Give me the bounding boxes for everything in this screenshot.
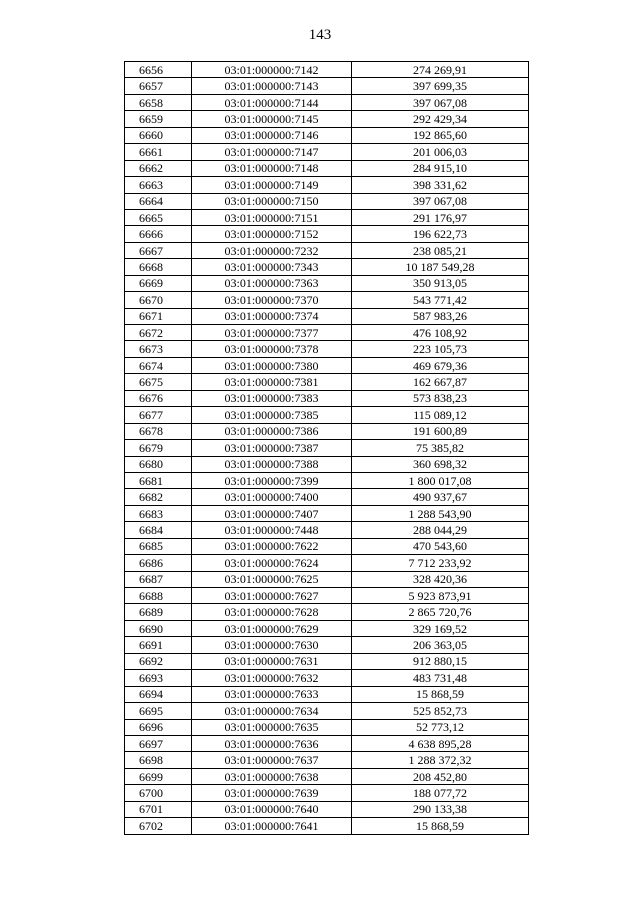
cadastral-number-cell: 03:01:000000:7448 [192, 522, 352, 538]
cadastral-value-cell: 188 077,72 [352, 785, 529, 801]
cadastral-value-cell: 52 773,12 [352, 719, 529, 735]
cadastral-value-cell: 470 543,60 [352, 538, 529, 554]
cadastral-number-cell: 03:01:000000:7380 [192, 357, 352, 373]
cadastral-value-cell: 191 600,89 [352, 423, 529, 439]
row-number-cell: 6665 [125, 209, 192, 225]
table-row [125, 735, 529, 751]
row-number-cell: 6686 [125, 555, 192, 571]
cadastral-number-cell: 03:01:000000:7386 [192, 423, 352, 439]
table-row [125, 308, 529, 324]
row-number-cell: 6679 [125, 440, 192, 456]
cadastral-value-cell: 525 852,73 [352, 703, 529, 719]
cadastral-value-cell: 490 937,67 [352, 489, 529, 505]
cadastral-value-cell: 329 169,52 [352, 620, 529, 636]
cadastral-number-cell: 03:01:000000:7624 [192, 555, 352, 571]
cadastral-value-cell: 196 622,73 [352, 226, 529, 242]
cadastral-value-cell: 5 923 873,91 [352, 588, 529, 604]
cadastral-number-cell: 03:01:000000:7387 [192, 440, 352, 456]
table-row [125, 111, 529, 127]
cadastral-number-cell: 03:01:000000:7632 [192, 670, 352, 686]
cadastral-number-cell: 03:01:000000:7625 [192, 571, 352, 587]
cadastral-number-cell: 03:01:000000:7641 [192, 818, 352, 834]
row-number-cell: 6678 [125, 423, 192, 439]
cadastral-value-cell: 476 108,92 [352, 325, 529, 341]
row-number-cell: 6702 [125, 818, 192, 834]
cadastral-value-cell: 397 067,08 [352, 193, 529, 209]
row-number-cell: 6677 [125, 407, 192, 423]
table-row [125, 341, 529, 357]
table-row [125, 160, 529, 176]
row-number-cell: 6698 [125, 752, 192, 768]
row-number-cell: 6696 [125, 719, 192, 735]
table-row [125, 752, 529, 768]
cadastral-number-cell: 03:01:000000:7636 [192, 735, 352, 751]
cadastral-value-cell: 360 698,32 [352, 456, 529, 472]
cadastral-number-cell: 03:01:000000:7635 [192, 719, 352, 735]
cadastral-value-cell: 350 913,05 [352, 275, 529, 291]
table-row [125, 505, 529, 521]
cadastral-number-cell: 03:01:000000:7374 [192, 308, 352, 324]
table-row [125, 226, 529, 242]
cadastral-number-cell: 03:01:000000:7388 [192, 456, 352, 472]
cadastral-number-cell: 03:01:000000:7627 [192, 588, 352, 604]
row-number-cell: 6664 [125, 193, 192, 209]
table-row [125, 325, 529, 341]
cadastral-value-cell: 1 800 017,08 [352, 472, 529, 488]
table-row [125, 801, 529, 817]
row-number-cell: 6683 [125, 505, 192, 521]
row-number-cell: 6662 [125, 160, 192, 176]
table-row [125, 259, 529, 275]
cadastral-number-cell: 03:01:000000:7399 [192, 472, 352, 488]
cadastral-value-cell: 208 452,80 [352, 768, 529, 784]
cadastral-value-cell: 10 187 549,28 [352, 259, 529, 275]
row-number-cell: 6692 [125, 653, 192, 669]
row-number-cell: 6675 [125, 374, 192, 390]
row-number-cell: 6693 [125, 670, 192, 686]
cadastral-number-cell: 03:01:000000:7378 [192, 341, 352, 357]
cadastral-number-cell: 03:01:000000:7149 [192, 177, 352, 193]
cadastral-number-cell: 03:01:000000:7633 [192, 686, 352, 702]
row-number-cell: 6688 [125, 588, 192, 604]
cadastral-number-cell: 03:01:000000:7151 [192, 209, 352, 225]
cadastral-number-cell: 03:01:000000:7628 [192, 604, 352, 620]
table-row [125, 357, 529, 373]
row-number-cell: 6700 [125, 785, 192, 801]
table-row [125, 292, 529, 308]
table-row [125, 489, 529, 505]
table-row [125, 94, 529, 110]
row-number-cell: 6658 [125, 94, 192, 110]
row-number-cell: 6669 [125, 275, 192, 291]
cadastral-value-cell: 7 712 233,92 [352, 555, 529, 571]
table-row [125, 193, 529, 209]
row-number-cell: 6672 [125, 325, 192, 341]
cadastral-value-cell: 398 331,62 [352, 177, 529, 193]
cadastral-value-cell: 206 363,05 [352, 637, 529, 653]
cadastral-number-cell: 03:01:000000:7145 [192, 111, 352, 127]
cadastral-value-cell: 290 133,38 [352, 801, 529, 817]
row-number-cell: 6687 [125, 571, 192, 587]
cadastral-value-cell: 238 085,21 [352, 242, 529, 258]
table-row [125, 768, 529, 784]
cadastral-number-cell: 03:01:000000:7142 [192, 62, 352, 78]
row-number-cell: 6694 [125, 686, 192, 702]
cadastral-number-cell: 03:01:000000:7629 [192, 620, 352, 636]
row-number-cell: 6682 [125, 489, 192, 505]
cadastral-number-cell: 03:01:000000:7400 [192, 489, 352, 505]
row-number-cell: 6681 [125, 472, 192, 488]
cadastral-value-cell: 543 771,42 [352, 292, 529, 308]
table-row [125, 177, 529, 193]
table-row [125, 785, 529, 801]
table-row [125, 440, 529, 456]
cadastral-number-cell: 03:01:000000:7144 [192, 94, 352, 110]
row-number-cell: 6689 [125, 604, 192, 620]
cadastral-number-cell: 03:01:000000:7143 [192, 78, 352, 94]
cadastral-value-cell: 328 420,36 [352, 571, 529, 587]
row-number-cell: 6674 [125, 357, 192, 373]
table-row [125, 127, 529, 143]
cadastral-number-cell: 03:01:000000:7343 [192, 259, 352, 275]
table-row [125, 407, 529, 423]
cadastral-value-cell: 162 667,87 [352, 374, 529, 390]
cadastral-number-cell: 03:01:000000:7631 [192, 653, 352, 669]
cadastral-value-cell: 1 288 372,32 [352, 752, 529, 768]
cadastral-number-cell: 03:01:000000:7146 [192, 127, 352, 143]
table-row [125, 620, 529, 636]
table-row [125, 144, 529, 160]
cadastral-value-cell: 2 865 720,76 [352, 604, 529, 620]
row-number-cell: 6656 [125, 62, 192, 78]
cadastral-number-cell: 03:01:000000:7630 [192, 637, 352, 653]
cadastral-value-cell: 587 983,26 [352, 308, 529, 324]
cadastral-number-cell: 03:01:000000:7381 [192, 374, 352, 390]
table-row [125, 719, 529, 735]
cadastral-value-cell: 201 006,03 [352, 144, 529, 160]
table-row [125, 522, 529, 538]
row-number-cell: 6701 [125, 801, 192, 817]
cadastral-value-cell: 483 731,48 [352, 670, 529, 686]
table-body [125, 62, 529, 835]
table-row [125, 456, 529, 472]
row-number-cell: 6685 [125, 538, 192, 554]
table-row [125, 62, 529, 78]
cadastral-value-cell: 397 699,35 [352, 78, 529, 94]
table-row [125, 670, 529, 686]
cadastral-number-cell: 03:01:000000:7383 [192, 390, 352, 406]
table-row [125, 423, 529, 439]
cadastral-value-table [124, 61, 529, 835]
row-number-cell: 6680 [125, 456, 192, 472]
page-number: 143 [308, 27, 332, 43]
table-row [125, 637, 529, 653]
table-row [125, 703, 529, 719]
cadastral-value-cell: 469 679,36 [352, 357, 529, 373]
table-row [125, 242, 529, 258]
cadastral-value-cell: 192 865,60 [352, 127, 529, 143]
table-row [125, 275, 529, 291]
row-number-cell: 6661 [125, 144, 192, 160]
table-row [125, 209, 529, 225]
row-number-cell: 6668 [125, 259, 192, 275]
cadastral-number-cell: 03:01:000000:7385 [192, 407, 352, 423]
table-row [125, 588, 529, 604]
table-row [125, 604, 529, 620]
row-number-cell: 6697 [125, 735, 192, 751]
cadastral-number-cell: 03:01:000000:7370 [192, 292, 352, 308]
table-row [125, 686, 529, 702]
cadastral-number-cell: 03:01:000000:7147 [192, 144, 352, 160]
row-number-cell: 6695 [125, 703, 192, 719]
cadastral-value-cell: 15 868,59 [352, 686, 529, 702]
table-row [125, 538, 529, 554]
cadastral-number-cell: 03:01:000000:7150 [192, 193, 352, 209]
cadastral-number-cell: 03:01:000000:7407 [192, 505, 352, 521]
row-number-cell: 6691 [125, 637, 192, 653]
row-number-cell: 6657 [125, 78, 192, 94]
cadastral-number-cell: 03:01:000000:7622 [192, 538, 352, 554]
cadastral-number-cell: 03:01:000000:7639 [192, 785, 352, 801]
row-number-cell: 6659 [125, 111, 192, 127]
row-number-cell: 6671 [125, 308, 192, 324]
cadastral-number-cell: 03:01:000000:7377 [192, 325, 352, 341]
row-number-cell: 6690 [125, 620, 192, 636]
cadastral-value-cell: 15 868,59 [352, 818, 529, 834]
cadastral-value-cell: 284 915,10 [352, 160, 529, 176]
cadastral-value-cell: 4 638 895,28 [352, 735, 529, 751]
cadastral-value-cell: 274 269,91 [352, 62, 529, 78]
cadastral-value-cell: 292 429,34 [352, 111, 529, 127]
cadastral-value-cell: 397 067,08 [352, 94, 529, 110]
table-row [125, 78, 529, 94]
cadastral-value-cell: 573 838,23 [352, 390, 529, 406]
cadastral-value-cell: 75 385,82 [352, 440, 529, 456]
row-number-cell: 6670 [125, 292, 192, 308]
table-row [125, 818, 529, 834]
table-row [125, 374, 529, 390]
cadastral-value-cell: 1 288 543,90 [352, 505, 529, 521]
cadastral-value-cell: 223 105,73 [352, 341, 529, 357]
row-number-cell: 6673 [125, 341, 192, 357]
cadastral-number-cell: 03:01:000000:7363 [192, 275, 352, 291]
table-row [125, 472, 529, 488]
row-number-cell: 6667 [125, 242, 192, 258]
table-row [125, 555, 529, 571]
cadastral-number-cell: 03:01:000000:7634 [192, 703, 352, 719]
row-number-cell: 6699 [125, 768, 192, 784]
cadastral-number-cell: 03:01:000000:7638 [192, 768, 352, 784]
cadastral-number-cell: 03:01:000000:7640 [192, 801, 352, 817]
cadastral-number-cell: 03:01:000000:7152 [192, 226, 352, 242]
table-row [125, 390, 529, 406]
cadastral-value-cell: 288 044,29 [352, 522, 529, 538]
row-number-cell: 6666 [125, 226, 192, 242]
row-number-cell: 6676 [125, 390, 192, 406]
cadastral-number-cell: 03:01:000000:7232 [192, 242, 352, 258]
row-number-cell: 6663 [125, 177, 192, 193]
row-number-cell: 6660 [125, 127, 192, 143]
table-row [125, 571, 529, 587]
table-row [125, 653, 529, 669]
cadastral-value-cell: 912 880,15 [352, 653, 529, 669]
cadastral-value-cell: 291 176,97 [352, 209, 529, 225]
cadastral-number-cell: 03:01:000000:7148 [192, 160, 352, 176]
cadastral-value-cell: 115 089,12 [352, 407, 529, 423]
cadastral-number-cell: 03:01:000000:7637 [192, 752, 352, 768]
row-number-cell: 6684 [125, 522, 192, 538]
